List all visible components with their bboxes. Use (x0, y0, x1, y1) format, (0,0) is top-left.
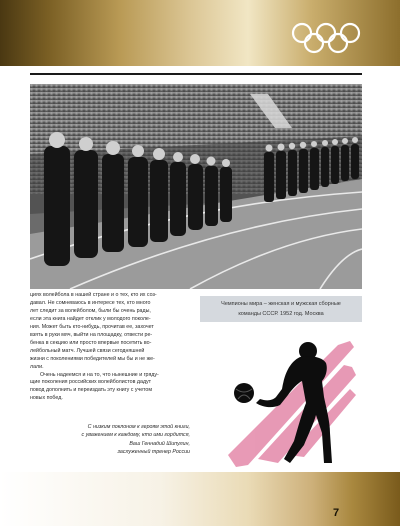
body-line: ния. Может быть кто-нибудь, прочитав ее, захочет (30, 323, 154, 330)
olympic-ring-4 (305, 34, 323, 52)
olympic-ring-5 (329, 34, 347, 52)
body-line: щие поколения российских волейболистов дадут (30, 379, 152, 386)
olympic-ring-2 (317, 24, 335, 42)
body-line: если эта книга найдет отклик у молодого поколе- (30, 315, 151, 322)
body-line: Очень надеемся и на то, что нынешние и гряду- (40, 371, 159, 378)
olympic-ring-3 (341, 24, 359, 42)
photo-caption (200, 299, 362, 319)
header-gold-band (0, 0, 400, 66)
signoff-line: заслуженный тренер России (117, 448, 190, 455)
body-line: бенка в секцию или просто впервые посетить во- (30, 339, 152, 346)
signoff-line: с уважением к каждому, кто ими гордится, (81, 432, 190, 439)
body-line: лали. (30, 363, 44, 370)
body-line: давал. Не сомневаюсь в интересе тех, кто много (30, 299, 151, 306)
signoff-line: С низким поклоном к героям этой книги, (87, 424, 190, 430)
body-text (30, 292, 190, 403)
body-line: лет следит за волейболом, были бы очень рады, (30, 307, 151, 314)
page-number: 7 (332, 507, 340, 519)
caption-line: команды СССР. 1952 год. Москва (238, 311, 324, 317)
olympic-rings-icon (291, 22, 361, 56)
signoff-line: Ваш Геннадий Шипулин, (129, 440, 190, 447)
volleyball-player-graphic (218, 337, 368, 477)
team-photo (30, 84, 362, 289)
body-line: новых побед. (30, 395, 63, 402)
body-line: лейбольный матч. Лучшей связи сегодняшней (30, 347, 145, 354)
caption-line: Чемпионы мира – женская и мужская сборные (221, 301, 341, 307)
body-line: взять в руки мяч, выйти на площадку, отвести ре- (30, 331, 153, 338)
olympic-ring-1 (293, 24, 311, 42)
header-rule (30, 73, 362, 75)
body-line: жизни с поколениями победителей мы бы и не жe- (30, 355, 155, 362)
volleyball-icon (234, 383, 254, 403)
signoff (30, 423, 190, 456)
body-line: повод дополнить и переиздать эту книгу с учетом (30, 387, 153, 394)
body-line: циях волейбола в нашей стране и о тех, кто их соз- (30, 292, 157, 298)
